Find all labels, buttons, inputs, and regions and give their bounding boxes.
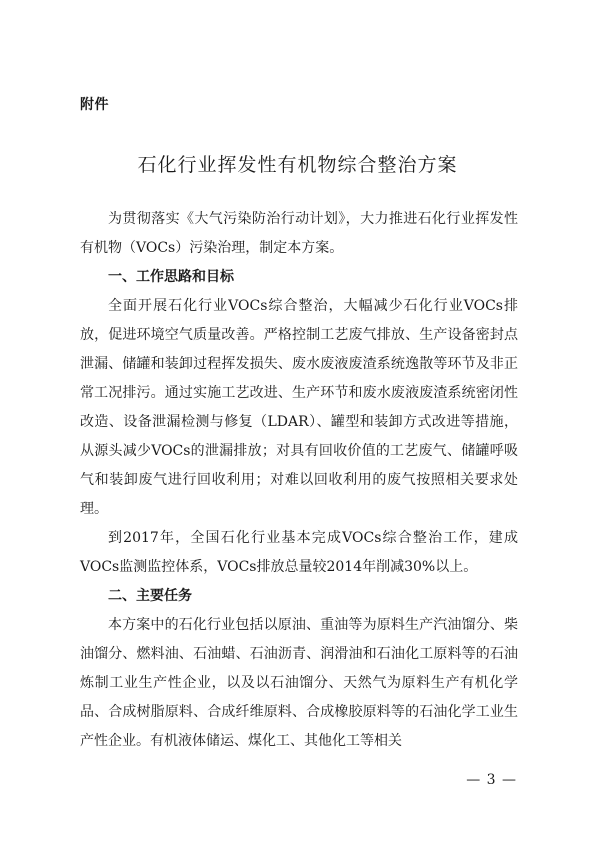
document-body [80,205,518,756]
section2-paragraph-1: 本方案中的石化行业包括以原油、重油等为原料生产汽油馏分、柴油馏分、燃料油、石油蜡、石油沥青、润滑油和石油化工原料等的石油炼制工业生产性企业，以及以石油馏分、天然气为原料生产有机化学品、合成树脂原料、合成纤维原料、合成橡胶原料等的石油化学工业生产性企业。有机液体储运、煤化工、其他化工等相关 [80,617,518,749]
intro-paragraph: 为贯彻落实《大气污染防治行动计划》，大力推进石化行业挥发性有机物（VOCs）污染治理，制定本方案。 [80,211,518,256]
page-number: — 3 — [466,772,517,788]
section-heading-2: 二、主要任务 [108,588,192,604]
section1-paragraph-1: 全面开展石化行业VOCs综合整治，大幅减少石化行业VOCs排放，促进环境空气质量改善。严格控制工艺废气排放、生产设备密封点泄漏、储罐和装卸过程挥发损失、废水废液废渣系统逸散等环节及非正常工况排污。通过实施工艺改进、生产环节和废水废液废渣系统密闭性改造、设备泄漏检测与修复（LDAR）、罐型和装卸方式改进等措施，从源头减少VOCs的泄漏排放；对具有回收价值的工艺废气、储罐呼吸气和装卸废气进行回收利用；对难以回收利用的废气按照相关要求处理。 [80,298,518,517]
attachment-label: 附件 [80,97,109,113]
section1-paragraph-2: 到2017年，全国石化行业基本完成VOCs综合整治工作，建成VOCs监测监控体系，VOCs排放总量较2014年削减30%以上。 [80,530,518,575]
section-heading-1: 一、工作思路和目标 [108,269,234,285]
document-title: 石化行业挥发性有机物综合整治方案 [137,154,458,176]
